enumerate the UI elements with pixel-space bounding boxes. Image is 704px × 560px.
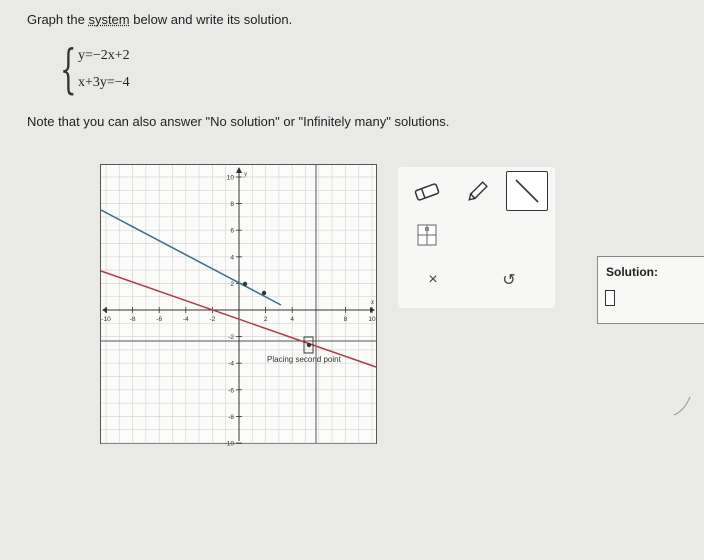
point-tool[interactable]: [412, 177, 442, 207]
plotted-point: [243, 282, 247, 286]
graphing-area[interactable]: [100, 164, 377, 448]
graphed-line-1: [101, 210, 281, 305]
problem-prompt: [27, 12, 292, 27]
equation-2: x+3y=−4: [78, 75, 130, 90]
pencil-tool[interactable]: [462, 177, 492, 207]
eraser-icon: [414, 182, 440, 202]
solution-label: Solution:: [606, 265, 658, 279]
plotted-point: [262, 291, 266, 295]
x-axis-arrow: [370, 307, 375, 313]
x-tick-label: -2: [209, 316, 216, 323]
x-tick-label: 2: [263, 316, 268, 323]
x-tick-label: -8: [129, 316, 136, 323]
clear-button[interactable]: ×: [428, 271, 438, 288]
status-text: Placing second point: [267, 355, 341, 364]
answer-note: Note that you can also answer "No solution" or "Infinitely many" solutions.: [27, 114, 450, 129]
x-tick-label: -4: [182, 316, 189, 323]
y-tick-label: 6: [230, 227, 234, 235]
system-keyword-link[interactable]: system: [88, 12, 130, 27]
y-tick-label: -4: [228, 360, 234, 368]
y-tick-label: -2: [228, 334, 234, 342]
x-tick-label: -6: [156, 316, 163, 323]
x-tick-label: 10: [368, 316, 376, 323]
equation-system: [60, 40, 180, 100]
x-axis-label: x: [371, 298, 375, 306]
solution-panel: [597, 256, 704, 324]
y-tick-label: 10: [226, 174, 234, 182]
y-tick-label: -10: [224, 440, 234, 448]
line-tool[interactable]: [506, 171, 548, 211]
undo-button[interactable]: ↺: [502, 272, 516, 289]
y-tick-label: 2: [230, 280, 234, 288]
line-segment-icon: [512, 176, 542, 206]
x-tick-label: 8: [343, 316, 348, 323]
graph-tools-panel: [398, 167, 555, 308]
system-brace: {: [60, 40, 77, 100]
prompt-prefix: Graph the: [27, 12, 89, 27]
x-tick-label: 4: [290, 316, 295, 323]
y-axis-arrow: [236, 167, 242, 173]
fraction-grid-icon: [417, 224, 437, 246]
prompt-suffix: below and write its solution.: [129, 12, 293, 27]
solution-input[interactable]: [605, 290, 615, 306]
plotted-point: [307, 343, 311, 347]
y-tick-label: 4: [230, 254, 234, 262]
y-tick-label: -6: [228, 387, 234, 395]
check-mark-icon: [672, 395, 694, 419]
x-tick-label: -10: [101, 316, 111, 323]
pencil-icon: [465, 180, 489, 204]
y-tick-label: 8: [230, 201, 234, 209]
coordinate-plane[interactable]: [101, 165, 376, 448]
y-tick-label: -8: [228, 413, 234, 421]
equation-1: y=−2x+2: [78, 48, 130, 63]
fraction-tool[interactable]: [414, 222, 440, 248]
y-axis-label: y: [244, 170, 248, 178]
